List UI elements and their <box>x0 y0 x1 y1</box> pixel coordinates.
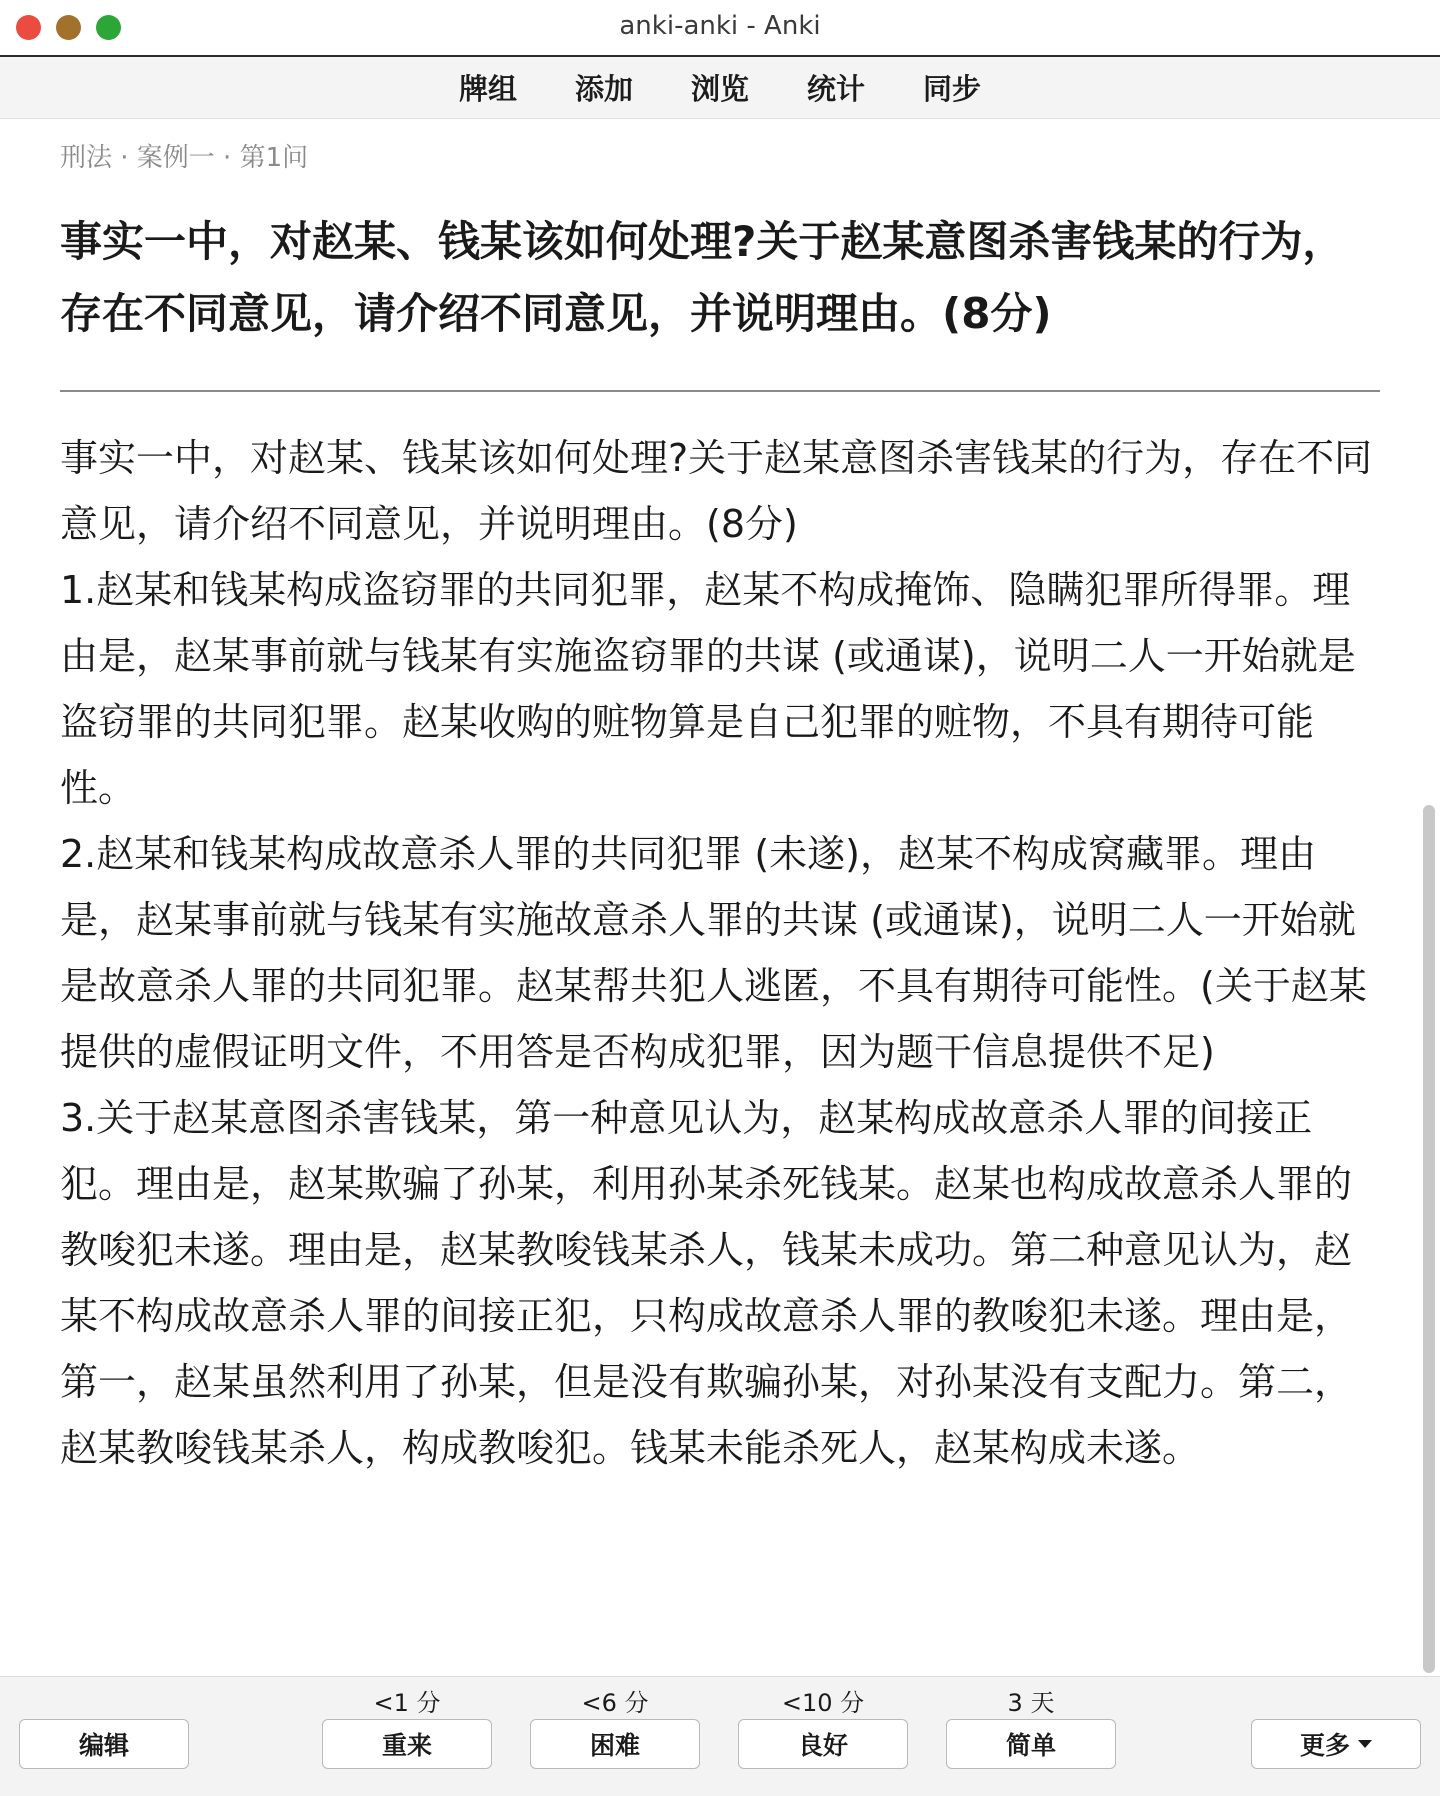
toolbar-browse-link[interactable]: 浏览 <box>690 72 749 106</box>
good-button[interactable]: 良好 <box>738 1719 908 1769</box>
easy-interval: 3 天 <box>1007 1689 1055 1717</box>
toolbar-sync-link[interactable]: 同步 <box>923 72 982 106</box>
again-button[interactable]: 重来 <box>322 1719 492 1769</box>
easy-button[interactable]: 简单 <box>946 1719 1116 1769</box>
title-bar <box>0 0 1440 57</box>
more-button-label: 更多 <box>1299 1731 1350 1760</box>
edit-button[interactable]: 编辑 <box>19 1719 189 1769</box>
toolbar-add-link[interactable]: 添加 <box>574 72 633 106</box>
good-interval: <10 分 <box>781 1689 865 1717</box>
more-button[interactable] <box>1251 1719 1421 1769</box>
chevron-down-icon <box>1358 1740 1372 1748</box>
answer-paragraph: 事实一中，对赵某、钱某该如何处理?关于赵某意图杀害钱某的行为，存在不同意见，请介绍不同意见，并说明理由。(8分) <box>60 436 1373 546</box>
card-answer <box>60 425 1380 1481</box>
card-content[interactable] <box>60 118 1380 1674</box>
window-title: anki-anki - Anki <box>619 11 821 41</box>
vertical-scrollbar[interactable] <box>1423 805 1435 1673</box>
hard-interval: <6 分 <box>581 1689 649 1717</box>
toolbar-decks-link[interactable]: 牌组 <box>458 72 517 106</box>
main-toolbar <box>0 57 1440 119</box>
answer-paragraph: 1.赵某和钱某构成盗窃罪的共同犯罪，赵某不构成掩饰、隐瞒犯罪所得罪。理由是，赵某事前就与钱某有实施盗窃罪的共谋 (或通谋)，说明二人一开始就是盗窃罪的共同犯罪。赵某收购的赃物算是自己犯罪的赃物，不具有期待可能性。 <box>60 568 1356 810</box>
again-interval: <1 分 <box>373 1689 441 1717</box>
review-bottom-bar <box>0 1676 1440 1796</box>
answer-divider <box>60 390 1380 392</box>
card-breadcrumb: 刑法 · 案例一 · 第1问 <box>60 143 309 173</box>
toolbar-stats-link[interactable]: 统计 <box>807 72 866 106</box>
answer-paragraph: 3.关于赵某意图杀害钱某，第一种意见认为，赵某构成故意杀人罪的间接正犯。理由是，赵某欺骗了孙某，利用孙某杀死钱某。赵某也构成故意杀人罪的教唆犯未遂。理由是，赵某教唆钱某杀人，钱某未成功。第二种意见认为，赵某不构成故意杀人罪的间接正犯，只构成故意杀人罪的教唆犯未遂。理由是，第一，赵某虽然利用了孙某，但是没有欺骗孙某，对孙某没有支配力。第二，赵某教唆钱某杀人，构成教唆犯。钱某未能杀死人，赵某构成未遂。 <box>60 1096 1353 1470</box>
answer-paragraph: 2.赵某和钱某构成故意杀人罪的共同犯罪 (未遂)，赵某不构成窝藏罪。理由是，赵某事前就与钱某有实施故意杀人罪的共谋 (或通谋)，说明二人一开始就是故意杀人罪的共同犯罪。赵某帮共犯人逃匿，不具有期待可能性。(关于赵某提供的虚假证明文件，不用答是否构成犯罪，因为题干信息提供不足) <box>60 832 1367 1074</box>
card-question: 事实一中，对赵某、钱某该如何处理?关于赵某意图杀害钱某的行为，存在不同意见，请介绍不同意见，并说明理由。(8分) <box>60 217 1345 338</box>
hard-button[interactable]: 困难 <box>530 1719 700 1769</box>
